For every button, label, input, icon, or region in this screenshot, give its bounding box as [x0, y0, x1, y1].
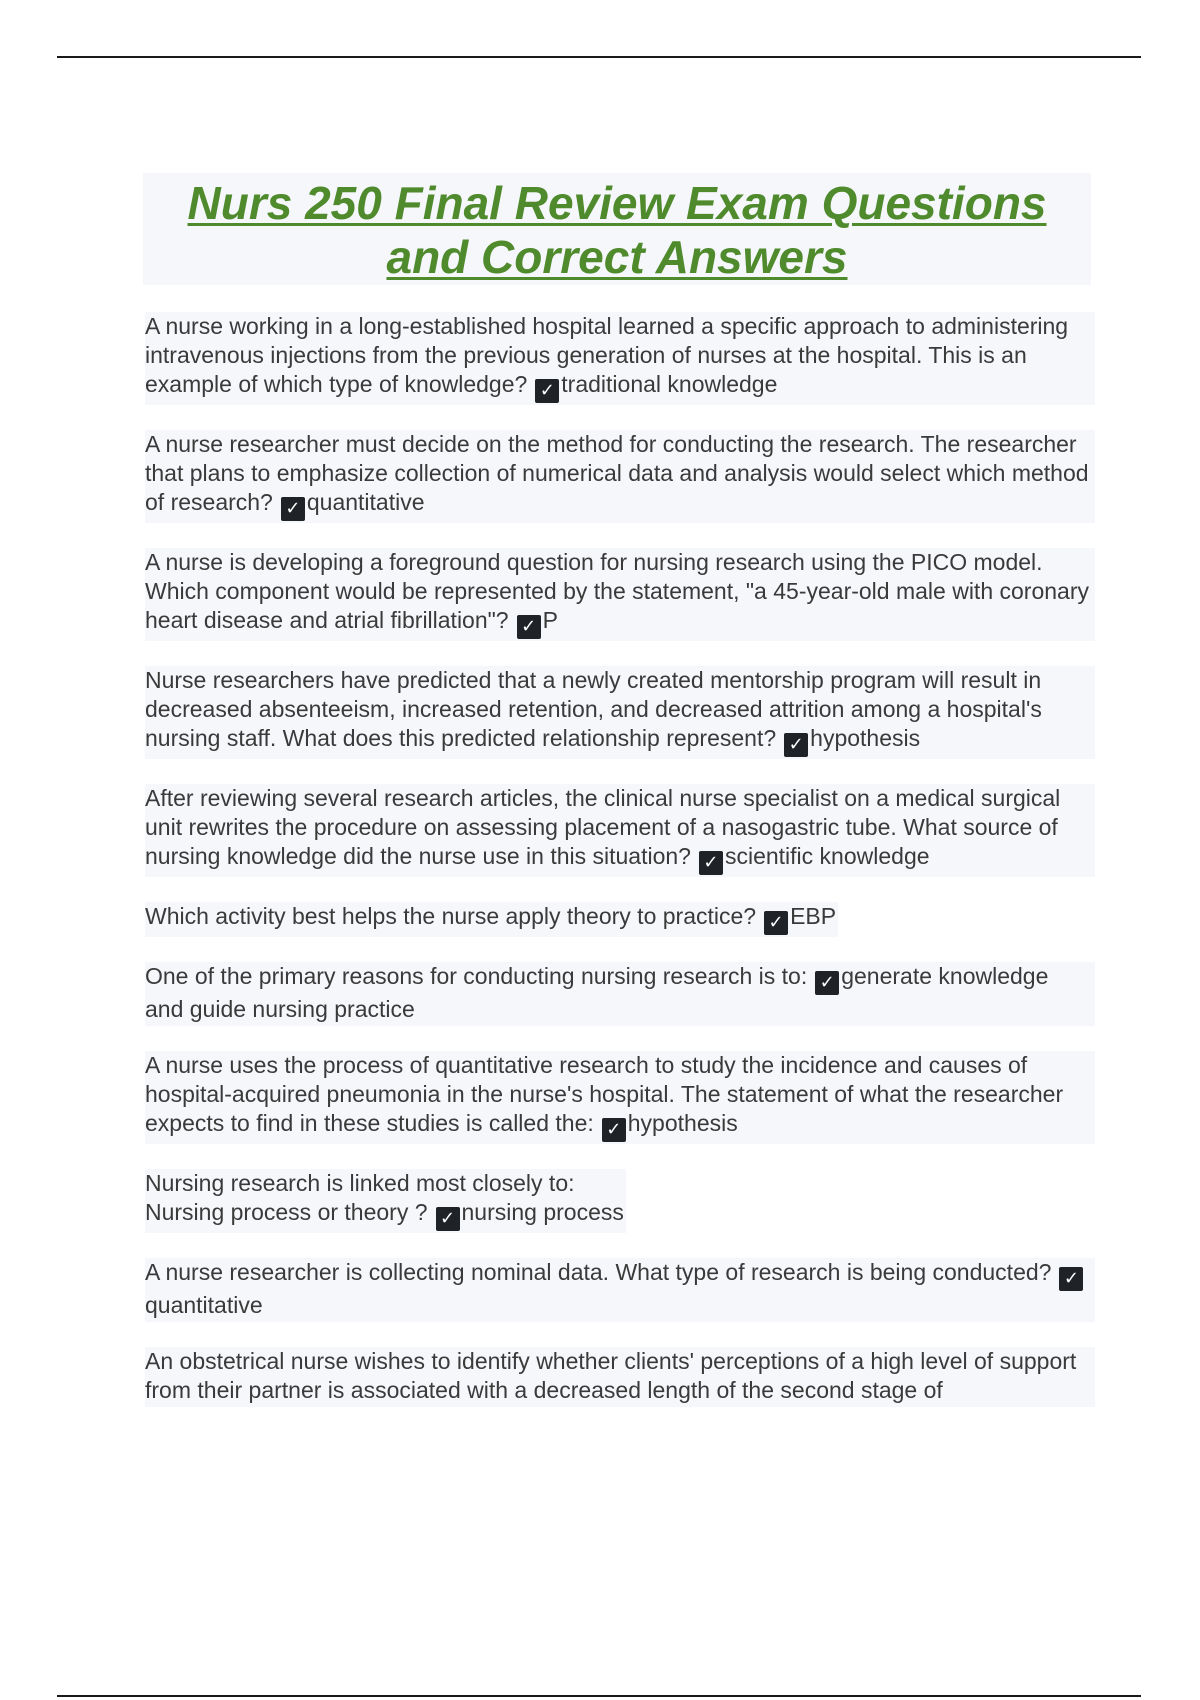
checkmark-icon: ✓ — [784, 733, 808, 757]
top-divider — [57, 56, 1141, 58]
checkmark-icon: ✓ — [699, 851, 723, 875]
checkmark-icon: ✓ — [602, 1118, 626, 1142]
qa-item-6 — [145, 902, 838, 937]
question-text: A nurse researcher must decide on the method for conducting the research. The researcher that plans to emphasize collection of numerical data and analysis would select which method of research? — [145, 431, 1089, 515]
question-text: A nurse working in a long-established hospital learned a specific approach to administering intravenous injections from the previous generation of nurses at the hospital. This is an example of which type of knowledge? — [145, 313, 1069, 397]
answer-text: P — [542, 607, 558, 633]
answer-text: nursing process — [461, 1199, 624, 1225]
checkmark-icon: ✓ — [281, 497, 305, 521]
checkmark-icon: ✓ — [436, 1207, 460, 1231]
qa-item-10 — [145, 1258, 1095, 1322]
qa-item-8 — [145, 1051, 1095, 1144]
title-block — [143, 173, 1091, 285]
answer-text: hypothesis — [810, 725, 921, 751]
checkmark-icon: ✓ — [535, 379, 559, 403]
qa-item-3 — [145, 548, 1095, 641]
qa-item-9 — [145, 1169, 626, 1233]
checkmark-icon: ✓ — [764, 911, 788, 935]
answer-text: quantitative — [145, 1292, 263, 1318]
title-line-2: and Correct Answers — [386, 231, 848, 283]
checkmark-icon: ✓ — [1059, 1267, 1083, 1291]
title-line-1: Nurs 250 Final Review Exam Questions — [187, 177, 1047, 229]
question-text: A nurse researcher is collecting nominal data. What type of research is being conducted? — [145, 1259, 1052, 1285]
bottom-divider — [57, 1695, 1141, 1697]
question-text: A nurse is developing a foreground question for nursing research using the PICO model. Which component would be represented by the statement, "a 45-year-old male with coronary heart disease and atrial fibrillation"? — [145, 549, 1089, 633]
answer-text: quantitative — [306, 489, 425, 515]
answer-text: scientific knowledge — [724, 843, 930, 869]
question-text: One of the primary reasons for conducting nursing research is to: — [145, 963, 808, 989]
checkmark-icon: ✓ — [517, 615, 541, 639]
question-text: Nurse researchers have predicted that a newly created mentorship program will result in decreased absenteeism, increased retention, and decreased attrition among a hospital's nursing staff. What does this predicted relationship represent? — [145, 667, 1042, 751]
question-text: Nursing process or theory ? — [145, 1199, 428, 1225]
answer-text: traditional knowledge — [561, 371, 778, 397]
document-title — [143, 173, 1091, 284]
checkmark-icon: ✓ — [815, 971, 839, 995]
qa-item-5 — [145, 784, 1095, 877]
answer-text: hypothesis — [627, 1110, 738, 1136]
question-text: After reviewing several research articles, the clinical nurse specialist on a medical surgical unit rewrites the procedure on assessing placement of a nasogastric tube. What source of nursing knowledge did the nurse use in this situation? — [145, 785, 1061, 869]
qa-item-4 — [145, 666, 1095, 759]
qa-item-2 — [145, 430, 1095, 523]
answer-text: generate knowledge and guide nursing practice — [145, 963, 1049, 1022]
question-text: A nurse uses the process of quantitative research to study the incidence and causes of hospital-acquired pneumonia in the nurse's hospital. The statement of what the researcher expects to find in these studies is called the: — [145, 1052, 1064, 1136]
question-text: Which activity best helps the nurse apply theory to practice? — [145, 903, 757, 929]
qa-item-7 — [145, 962, 1095, 1026]
qa-item-1 — [145, 312, 1095, 405]
qa-item-11 — [145, 1347, 1095, 1407]
answer-text: EBP — [790, 903, 837, 929]
question-text-line-1: Nursing research is linked most closely to: — [145, 1170, 575, 1196]
question-text: An obstetrical nurse wishes to identify whether clients' perceptions of a high level of support from their partner is associated with a decreased length of the second stage of — [145, 1348, 1077, 1403]
question-list — [145, 312, 1095, 1432]
